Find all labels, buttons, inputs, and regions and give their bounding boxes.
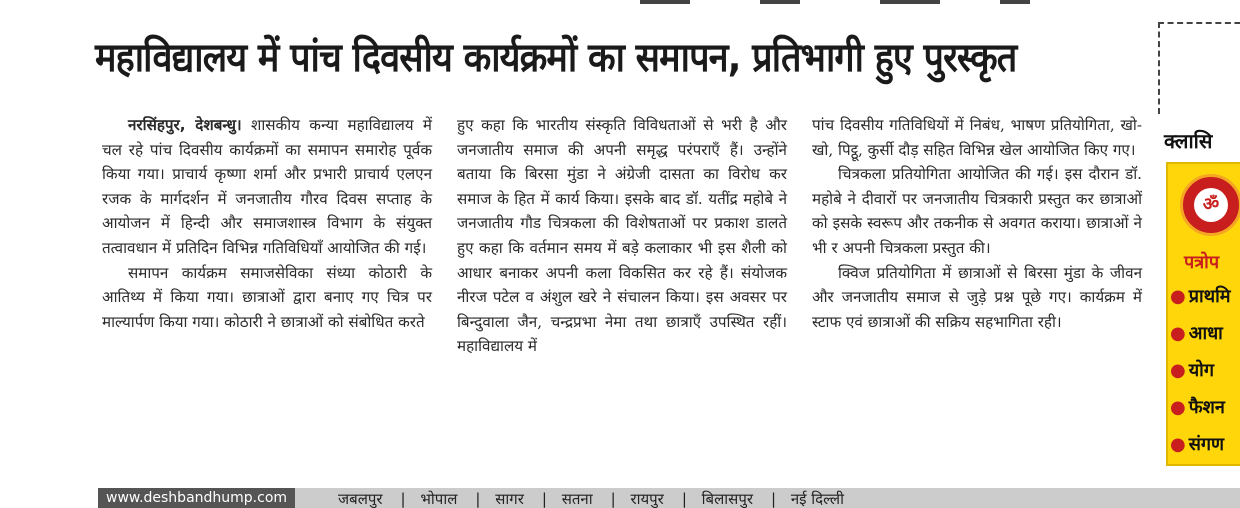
city-item: भोपाल [420, 490, 458, 508]
article-paragraph [102, 113, 432, 261]
dashed-ad-box [1158, 22, 1240, 114]
headline: महाविद्यालय में पांच दिवसीय कार्यक्रमों का समापन, प्रतिभागी हुए पुरस्कृत [95, 35, 1017, 81]
ad-logo-icon: ॐ [1180, 174, 1240, 236]
classified-label: क्लासि [1164, 129, 1213, 153]
article-paragraph: चित्रकला प्रतियोगिता आयोजित की गई। इस दौरान डॉ. महोबे ने दीवारों पर जनजातीय चित्रकारी प्रस्तुत कर छात्राओं को इसके स्वरूप और तकनीक से अवगत कराया। छात्राओं ने भी र अपनी चित्रकला प्रस्तुत की। [812, 165, 1142, 257]
article-column-3 [812, 113, 1142, 334]
article-paragraph: हुए कहा कि भारतीय संस्कृति विविधताओं से भरी है और जनजातीय समाज की अपनी समृद्ध परंपराएँ हैं। उन्होंने बताया कि बिरसा मुंडा ने अंग्रेजी दासता का विरोध कर समाज के हित में कार्य किया। इसके बाद डॉ. यतींद्र महोबे ने जनजातीय गौड चित्रकला की विशेषताओं पर प्रकाश डालते हुए कहा कि वर्तमान समय में बड़े कलाकार भी इस शैली को आधार बनाकर अपनी कला विकसित कर रहे हैं। संयोजक नीरज पटेल व अंशुल खरे ने संचालन किया। इस अवसर पर बिन्दुवाला जैन, चन्द्रप्रभा नेमा तथा छात्राएँ उपस्थित रहीं। महाविद्यालय में [457, 116, 787, 356]
advertisement[interactable] [1166, 162, 1240, 466]
ad-item: ● आधा [1170, 323, 1223, 344]
city-item: सागर [495, 490, 524, 508]
city-list: जबलपुर | भोपाल | सागर | सतना | रायपुर | बिलासपुर | नई दिल्ली [338, 490, 844, 508]
ad-item: ● प्राथमि [1170, 286, 1231, 307]
ad-item: ● फैशन [1170, 397, 1225, 418]
footer-bar [98, 488, 1240, 508]
dateline: नरसिंहपुर, देशबन्धु। [128, 116, 242, 134]
ad-heading: पत्रोप [1184, 252, 1220, 273]
city-item: बिलासपुर [701, 490, 753, 508]
article-paragraph: समापन कार्यक्रम समाजसेविका संध्या कोठारी के आतिथ्य में किया गया। छात्राओं द्वारा बनाए गए चित्र पर माल्यार्पण किया गया। कोठारी ने छात्राओं को संबोधित करते [102, 263, 432, 331]
top-rule [0, 0, 1150, 6]
bullet-icon: ● [1170, 323, 1186, 344]
bullet-icon: ● [1170, 360, 1186, 381]
city-item: जबलपुर [338, 490, 383, 508]
bullet-icon: ● [1170, 286, 1186, 307]
paragraph-text: शासकीय कन्या महाविद्यालय में चल रहे पांच दिवसीय कार्यक्रमों का समापन समारोह पूर्वक किया गया। प्राचार्य कृष्णा शर्मा और प्रभारी प्राचार्य एलएन रजक के मार्गदर्शन में जनजातीय गौरव दिवस सप्ताह के आयोजन में हिन्दी और समाजशास्त्र विभाग के संयुक्त तत्वावधान में प्रतिदिन विभिन्न गतिविधियाँ आयोजित की गई। [102, 116, 433, 257]
website-link[interactable]: www.deshbandhump.com [98, 488, 295, 508]
ad-item: ● संगण [1170, 434, 1225, 455]
article-column-2 [457, 113, 787, 359]
city-item: सतना [561, 490, 593, 508]
bullet-icon: ● [1170, 397, 1186, 418]
city-item: रायपुर [630, 490, 664, 508]
sidebar-ad-strip [1158, 22, 1240, 502]
ad-item: ● योग [1170, 360, 1214, 381]
bullet-icon: ● [1170, 434, 1186, 455]
article-column-1 [102, 113, 432, 334]
article-paragraph: क्विज प्रतियोगिता में छात्राओं से बिरसा मुंडा के जीवन और जनजातीय समाज से जुड़े प्रश्न पूछे गए। कार्यक्रम में स्टाफ एवं छात्राओं की सक्रिय सहभागिता रही। [812, 263, 1142, 331]
article-paragraph: पांच दिवसीय गतिविधियों में निबंध, भाषण प्रतियोगिता, खो-खो, पिट्ठू, कुर्सी दौड़ सहित विभिन्न खेल आयोजित किए गए। [812, 116, 1142, 159]
city-item: नई दिल्ली [790, 490, 844, 508]
